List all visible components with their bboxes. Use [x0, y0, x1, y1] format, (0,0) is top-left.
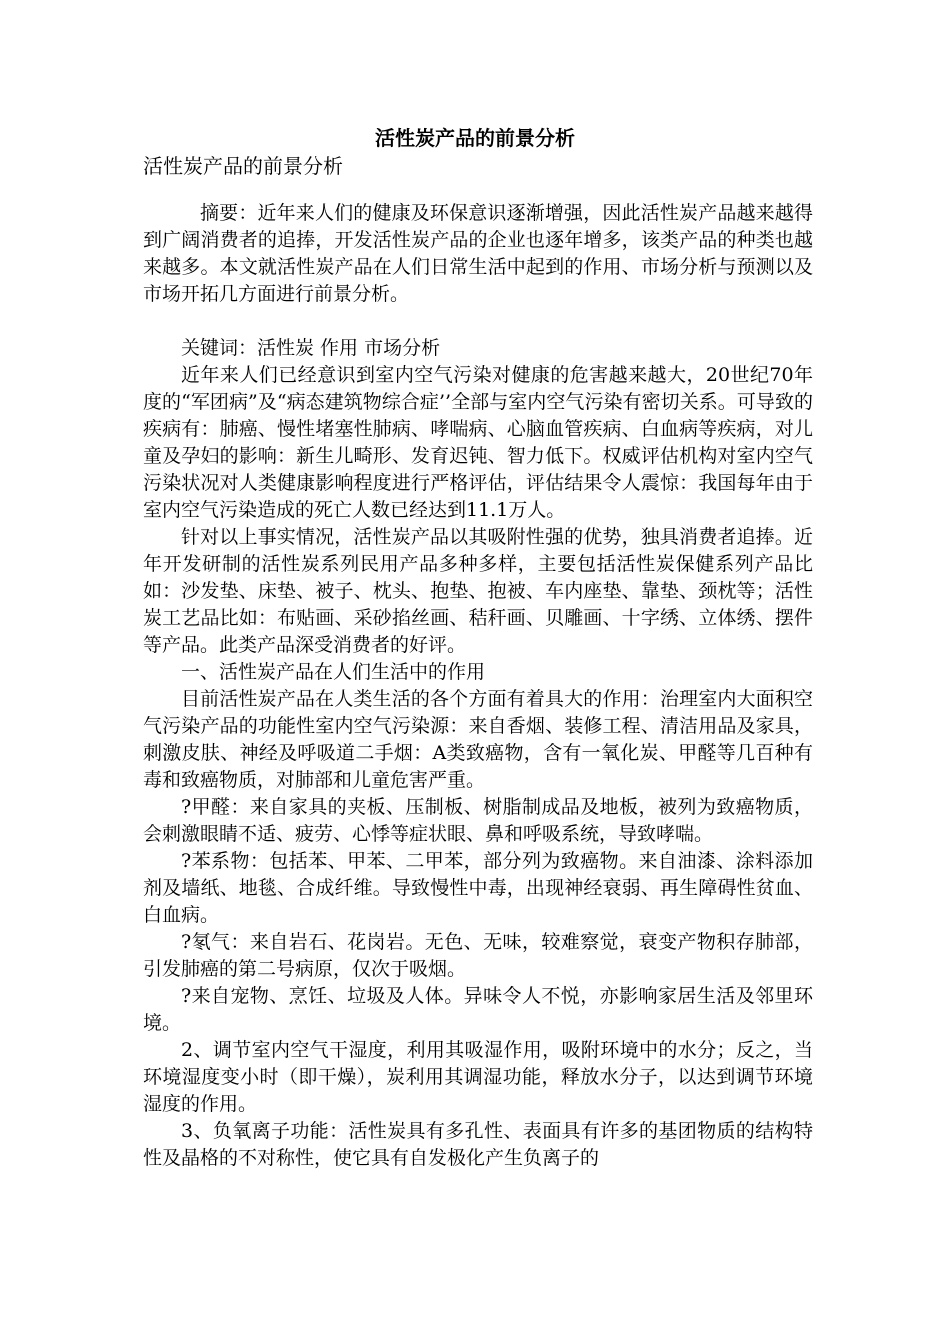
spacer	[143, 308, 813, 335]
body-paragraph: 2、调节室内空气干湿度，利用其吸湿作用，吸附环境中的水分；反之，当环境湿度变小时（即干燥），炭利用其调湿功能，释放水分子，以达到调节环境湿度的作用。	[143, 1039, 813, 1115]
body-paragraph: 针对以上事实情况，活性炭产品以其吸附性强的优势，独具消费者追捧。近年开发研制的活性炭系列民用产品多种多样，主要包括活性炭保健系列产品比如：沙发垫、床垫、被子、枕头、抱垫、抱被、车内座垫、靠垫、颈枕等；活性炭工艺品比如：布贴画、采砂掐丝画、秸秆画、贝雕画、十字绣、立体绣、摆件等产品。此类产品深受消费者的好评。	[143, 526, 813, 656]
section-heading: 一、活性炭产品在人们生活中的作用	[181, 661, 486, 683]
abstract-paragraph: 摘要：近年来人们的健康及环保意识逐渐增强，因此活性炭产品越来越得到广阔消费者的追捧，开发活性炭产品的企业也逐年增多，该类产品的种类也越来越多。本文就活性炭产品在人们日常生活中起到的作用、市场分析与预测以及市场开拓几方面进行前景分析。	[143, 202, 813, 305]
keywords-line: 关键词：活性炭 作用 市场分析	[181, 337, 441, 359]
document-subtitle: 活性炭产品的前景分析	[143, 154, 343, 178]
document-title: 活性炭产品的前景分析	[375, 126, 575, 150]
body-paragraph: 近年来人们已经意识到室内空气污染对健康的危害越来越大，20世纪70年度的“军团病”及“病态建筑物综合症’’全部与室内空气污染有密切关系。可导致的疾病有：肺癌、慢性堵塞性肺病、哮喘病、心脑血管疾病、白血病等疾病，对儿童及孕妇的影响：新生儿畸形、发育迟钝、智力低下。权威评估机构对室内空气污染状况对人类健康影响程度进行严格评估，评估结果令人震惊：我国每年由于室内空气污染造成的死亡人数已经达到11.1万人。	[143, 364, 813, 521]
body-paragraph: 目前活性炭产品在人类生活的各个方面有着具大的作用：治理室内大面积空气污染产品的功能性室内空气污染源：来自香烟、装修工程、清洁用品及家具，刺激皮肤、神经及呼吸道二手烟：A类致癌物，含有一氧化炭、甲醛等几百种有毒和致癌物质，对肺部和儿童危害严重。	[143, 688, 813, 791]
body-paragraph: 3、负氧离子功能：活性炭具有多孔性、表面具有许多的基团物质的结构特性及晶格的不对称性，使它具有自发极化产生负离子的	[143, 1120, 813, 1169]
body-paragraph: ?甲醛：来自家具的夹板、压制板、树脂制成品及地板，被列为致癌物质，会刺激眼睛不适、疲劳、心悸等症状眼、鼻和呼吸系统，导致哮喘。	[143, 796, 813, 845]
body-paragraph: ?来自宠物、烹饪、垃圾及人体。异味令人不悦，亦影响家居生活及邻里环境。	[143, 985, 813, 1034]
document-body	[143, 200, 813, 1172]
body-paragraph: ?氡气：来自岩石、花岗岩。无色、无味，较难察觉，衰变产物积存肺部，引发肺癌的第二号病原，仅次于吸烟。	[143, 931, 813, 980]
body-paragraph: ?苯系物：包括苯、甲苯、二甲苯，部分列为致癌物。来自油漆、涂料添加剂及墙纸、地毯、合成纤维。导致慢性中毒，出现神经衰弱、再生障碍性贫血、白血病。	[143, 850, 813, 926]
